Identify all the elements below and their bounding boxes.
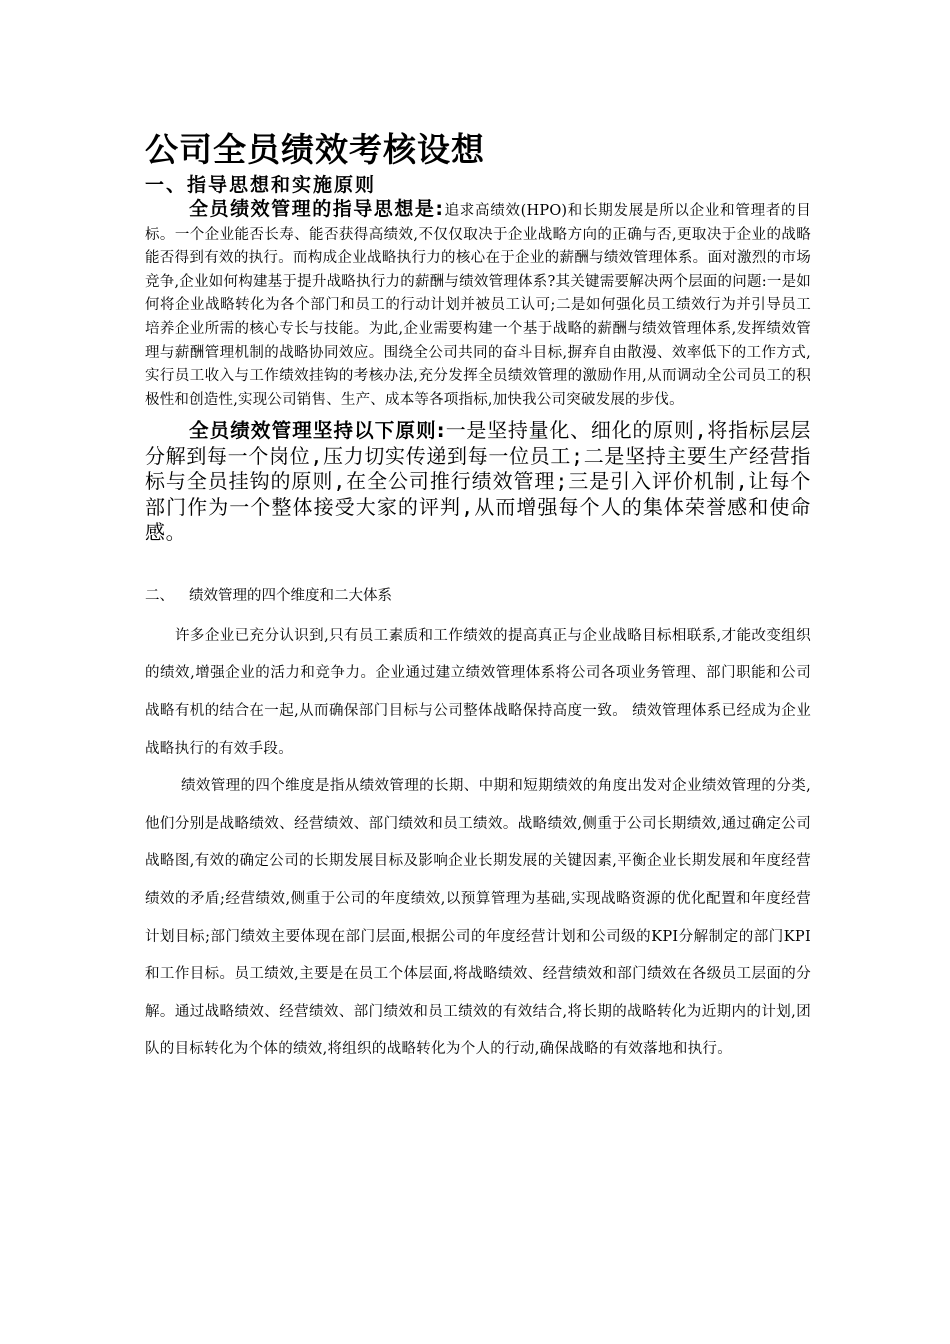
section-2-title: 绩效管理的四个维度和二大体系: [189, 587, 392, 604]
section-2-paragraph-2: 绩效管理的四个维度是指从绩效管理的长期、中期和短期绩效的角度出发对企业绩效管理的分类,他们分别是战略绩效、经营绩效、部门绩效和员工绩效。战略绩效,侧重于公司长期绩效,通过确定公司战略图,有效的确定公司的长期发展目标及影响企业长期发展的关键因素,平衡企业长期发展和年度经营绩效的矛盾;经营绩效,侧重于公司的年度绩效,以预算管理为基础,实现战略资源的优化配置和年度经营计划目标;部门绩效主要体现在部门层面,根据公司的年度经营计划和公司级的KPI分解制定的部门KPI和工作目标。员工绩效,主要是在员工个体层面,将战略绩效、经营绩效和部门绩效在各级员工层面的分解。通过战略绩效、经营绩效、部门绩效和员工绩效的有效结合,将长期的战略转化为近期内的计划,团队的目标转化为个体的绩效,将组织的战略转化为个人的行动,确保战略的有效落地和执行。: [145, 778, 811, 1058]
principles-paragraph: [145, 418, 811, 546]
section-2-heading: [145, 586, 811, 606]
guiding-thought-lead: 全员绩效管理的指导思想是:: [189, 198, 444, 220]
section-2-paragraph-1: 许多企业已充分认识到,只有员工素质和工作绩效的提高真正与企业战略目标相联系,才能改变组织的绩效,增强企业的活力和竞争力。企业通过建立绩效管理体系将公司各项业务管理、部门职能和公司战略有机的结合在一起,从而确保部门目标与公司整体战略保持高度一致。 绩效管理体系已经成为企业战略执行的有效手段。: [145, 627, 811, 757]
guiding-thought-text: 追求高绩效(HPO)和长期发展是所以企业和管理者的目标。一个企业能否长寿、能否获得高绩效,不仅仅取决于企业战略方向的正确与否,更取决于企业的战略能否得到有效的执行。而构成企业战略执行力的核心在于企业的薪酬与绩效管理体系。面对激烈的市场竞争,企业如何构建基于提升战略执行力的薪酬与绩效管理体系?其关键需要解决两个层面的问题:一是如何将企业战略转化为各个部门和员工的行动计划并被员工认可;二是如何强化员工绩效行为并引导员工培养企业所需的核心专长与技能。为此,企业需要构建一个基于战略的薪酬与绩效管理体系,发挥绩效管理与薪酬管理机制的战略协同效应。围绕全公司共同的奋斗目标,摒弃自由散漫、效率低下的工作方式,实行员工收入与工作绩效挂钩的考核办法,充分发挥全员绩效管理的激励作用,从而调动全公司员工的积极性和创造性,实现公司销售、生产、成本等各项指标,加快我公司突破发展的步伐。: [145, 203, 811, 408]
principles-text: 一是坚持量化、细化的原则,将指标层层分解到每一个岗位,压力切实传递到每一位员工;二是坚持主要生产经营指标与全员挂钩的原则,在全公司推行绩效管理;三是引入评价机制,让每个部门作为一个整体接受大家的评判,从而增强每个人的集体荣誉感和使命感。: [145, 418, 811, 545]
section-2-number: 二、: [145, 587, 174, 604]
section-1-heading: 一、指导思想和实施原则: [145, 174, 377, 196]
principles-lead: 全员绩效管理坚持以下原则:: [189, 419, 446, 443]
guiding-thought-paragraph: [145, 198, 811, 412]
document-page: [145, 128, 811, 1069]
document-title: 公司全员绩效考核设想: [145, 130, 485, 169]
